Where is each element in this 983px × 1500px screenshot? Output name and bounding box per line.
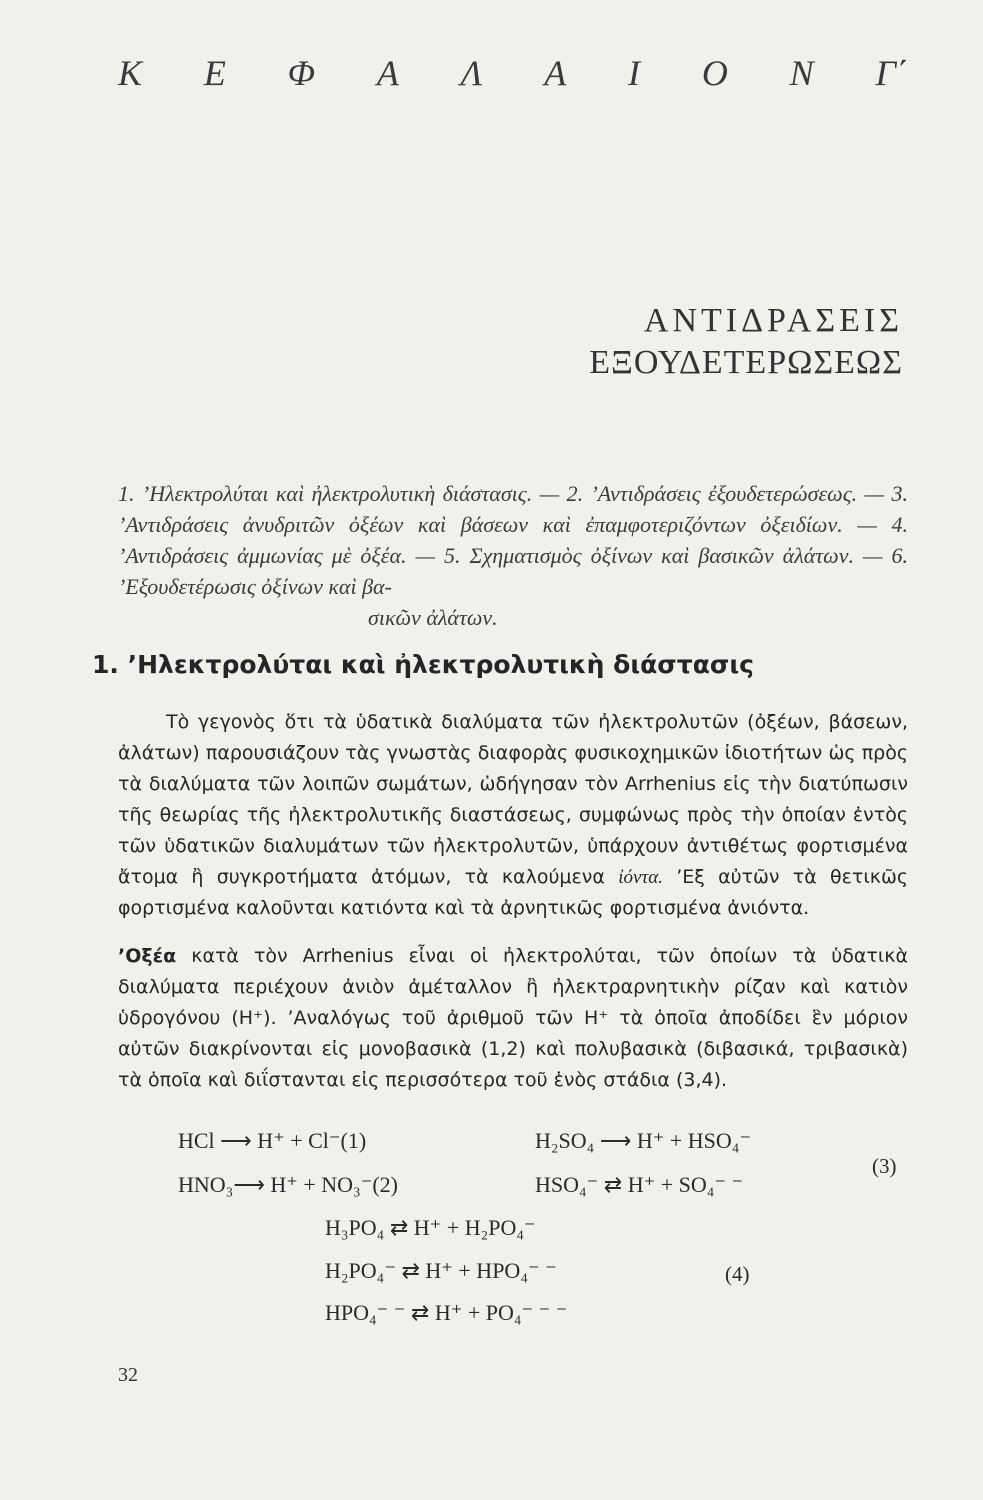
chapter-letter: Α	[544, 53, 567, 93]
summary-last-line: σικῶν ἀλάτων.	[368, 605, 498, 630]
paragraph-1	[118, 707, 908, 924]
chapter-letter: Ε	[203, 53, 226, 93]
paragraph-2	[118, 941, 908, 1096]
chapter-heading	[118, 52, 908, 94]
paragraph-1-text-end: ’Εξ αὐτῶν τὰ θετικῶς φορτισμένα καλοῦνται κατιόντα καὶ τὰ ἀρνητικῶς φορτισμένα ἀνιόντα.	[118, 866, 909, 919]
chapter-letter: Λ	[460, 53, 483, 93]
chapter-letter: Κ	[118, 53, 143, 93]
equation-hno3: HNO₃⟶ H⁺ + NO₃⁻(2)	[178, 1172, 398, 1197]
chapter-letter: Ι	[628, 53, 641, 93]
equation-h2po4: H₂PO₄⁻ ⇄ H⁺ + HPO₄⁻ ⁻	[325, 1258, 557, 1283]
chapter-letter: Ν	[789, 53, 814, 93]
chapter-letter: Ο	[701, 53, 728, 93]
page-number: 32	[118, 1364, 138, 1386]
chapter-letter: Α	[376, 53, 399, 93]
equation-hcl: HCl ⟶ H⁺ + Cl⁻(1)	[178, 1128, 367, 1153]
equation-number-4: (4)	[725, 1262, 750, 1286]
chapter-title-line-1: ΑΝΤΙΔΡΑΣΕΙΣ	[643, 302, 903, 339]
equation-hpo4: HPO₄⁻ ⁻ ⇄ H⁺ + PO₄⁻ ⁻ ⁻	[325, 1300, 568, 1325]
chapter-title-line-2: ΕΞΟΥΔΕΤΕΡΩΣΕΩΣ	[589, 344, 903, 381]
equation-h3po4: H₃PO₄ ⇄ H⁺ + H₂PO₄⁻	[325, 1215, 536, 1240]
paragraph-1-text: Τὸ γεγονὸς ὅτι τὰ ὑδατικὰ διαλύματα τῶν ἠλεκτρολυτῶν (ὀξέων, βάσεων, ἀλάτων) παρουσιάζουν τὰς γνωστὰς διαφορὰς φυσικοχημικῶν ἰδιοτήτων ὡς πρὸς τὰ διαλύματα τῶν λοιπῶν σωμάτων, ὡδήγησαν τὸν Arrhenius εἰς τὴν διατύπωσιν τῆς θεωρίας τῆς ἠλεκτρολυτικῆς διαστάσεως, συμφώνως πρὸς τὴν ὁποίαν ἐντὸς τῶν ὑδατικῶν διαλυμάτων τῶν ἠλεκτρολυτῶν, ὑπάρχουν ἀντιθέτως φορτισμένα ἄτομα ἢ συγκροτήματα ἀτόμων, τὰ καλούμενα	[118, 711, 908, 888]
paragraph-1-italic-term: ἰόντα.	[618, 867, 663, 888]
equation-hso4: HSO₄⁻ ⇄ H⁺ + SO₄⁻ ⁻	[535, 1172, 744, 1197]
chapter-letter: Φ	[287, 53, 316, 93]
paragraph-2-text: κατὰ τὸν Arrhenius εἶναι οἱ ἠλεκτρολύται, τῶν ὁποίων τὰ ὑδατικὰ διαλύματα περιέχουν ἀνιὸν ἀμέταλλον ἢ ἠλεκτραρνητικὴν ρίζαν καὶ κατιὸν ὑδρογόνου (H⁺). ’Αναλόγως τοῦ ἀριθμοῦ τῶν H⁺ τὰ ὁποῖα ἀποδίδει ἓν μόριον αὐτῶν διακρίνονται εἰς μονοβασικὰ (1,2) καὶ πολυβασικὰ (διβασικά, τριβασικὰ) τὰ ὁποῖα καὶ διΐστανται εἰς περισσότερα τοῦ ἑνὸς στάδια (3,4).	[118, 945, 908, 1091]
summary-text: 1. ’Ηλεκτρολύται καὶ ἠλεκτρολυτικὴ διάστασις. — 2. ’Αντιδράσεις ἐξουδετερώσεως. — 3. ’Αντιδράσεις ἀνυδριτῶν ὀξέων καὶ βάσεων καὶ ἐπαμφοτεριζόντων ὀξειδίων. — 4. ’Αντιδράσεις ἀμμωνίας μὲ ὀξέα. — 5. Σχηματισμὸς ὀξίνων καὶ βασικῶν ἀλάτων. — 6. ’Εξουδετέρωσις ὀξίνων καὶ βα-	[118, 481, 908, 599]
chapter-summary	[118, 478, 908, 633]
section-heading: 1. ’Ηλεκτρολύται καὶ ἠλεκτρολυτικὴ διάστασις	[92, 650, 754, 679]
equation-h2so4: H₂SO₄ ⟶ H⁺ + HSO₄⁻	[535, 1128, 752, 1153]
paragraph-2-bold-term: ’Οξέα	[118, 945, 177, 967]
equation-number-3: (3)	[872, 1154, 897, 1178]
chapter-title	[589, 300, 903, 384]
chapter-letter: Γ΄	[875, 53, 908, 93]
